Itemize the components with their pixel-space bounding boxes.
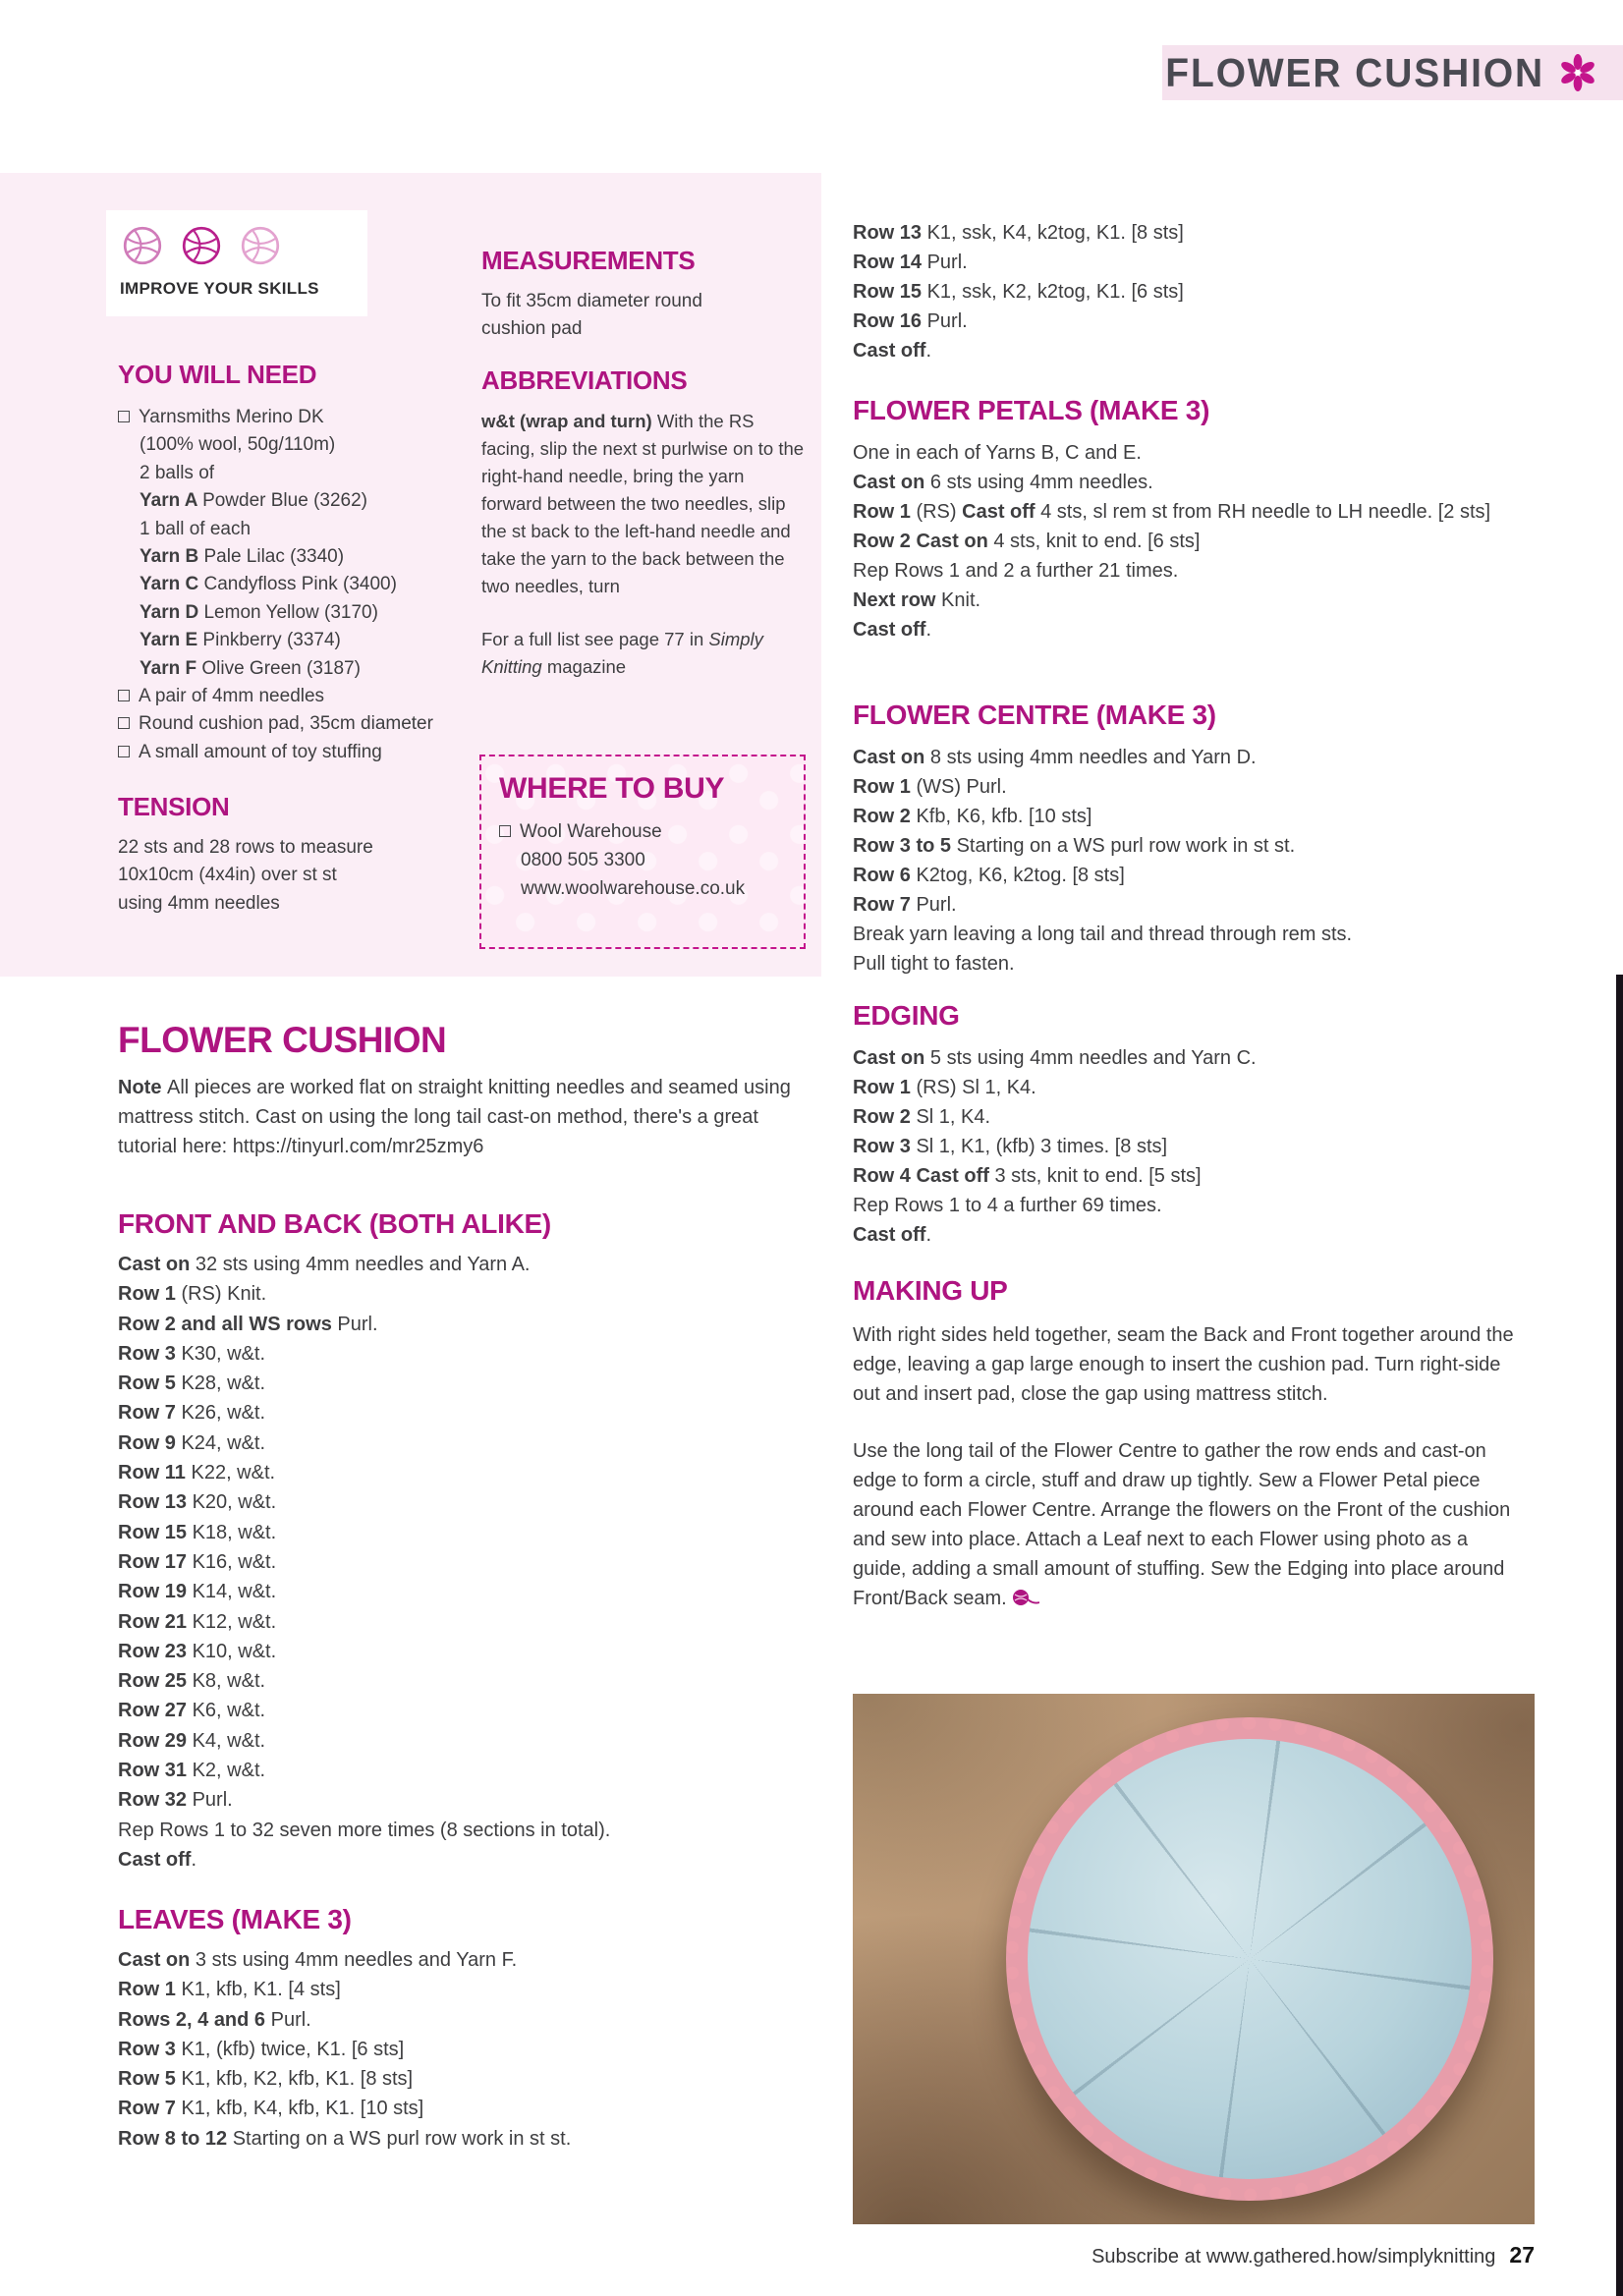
pattern-line: Cast off. xyxy=(853,619,932,641)
front-and-back-lines xyxy=(118,1250,796,1875)
yarn-ball-icon xyxy=(238,223,283,268)
pattern-line: Rep Rows 1 to 4 a further 69 times. xyxy=(853,1195,1162,1216)
page-number: 27 xyxy=(1509,2242,1535,2268)
checkbox-icon xyxy=(499,825,511,837)
checklist-item: A small amount of toy stuffing xyxy=(118,739,468,766)
edging-section xyxy=(853,1000,1525,1250)
checklist-item: 2 balls of xyxy=(140,462,215,483)
pattern-line: Row 29 K4, w&t. xyxy=(118,1729,266,1752)
flower-icon xyxy=(1558,53,1597,92)
pattern-line: Cast off. xyxy=(853,1224,932,1246)
you-will-need-heading: YOU WILL NEED xyxy=(118,360,317,389)
abbreviations-footnote xyxy=(481,626,810,681)
pattern-line: Row 27 K6, w&t. xyxy=(118,1700,266,1722)
you-will-need-section xyxy=(118,360,468,766)
checklist-item: 0800 505 3300 xyxy=(521,850,645,870)
measurements-heading: MEASUREMENTS xyxy=(481,246,696,275)
pattern-line: Row 19 K14, w&t. xyxy=(118,1581,277,1603)
leaves-lines xyxy=(118,1945,796,2154)
cushion-photo xyxy=(853,1694,1535,2224)
measurements-section xyxy=(481,246,727,344)
checklist-item: Yarn D Lemon Yellow (3170) xyxy=(140,601,378,623)
cushion-edging-ring xyxy=(1006,1717,1493,2201)
pattern-line: Row 5 K28, w&t. xyxy=(118,1372,266,1395)
you-will-need-list xyxy=(118,404,468,766)
measurements-text: To fit 35cm diameter round cushion pad xyxy=(481,291,702,340)
pattern-line: Row 13 K1, ssk, K4, k2tog, K1. [8 sts] xyxy=(853,222,1184,244)
leaves-continued-lines xyxy=(853,218,1525,365)
pattern-line: Break yarn leaving a long tail and thread through rem sts. xyxy=(853,924,1353,945)
pattern-line: Row 1 K1, kfb, K1. [4 sts] xyxy=(118,1979,341,2001)
pattern-line: Row 32 Purl. xyxy=(118,1789,233,1812)
making-up-section xyxy=(853,1275,1525,1615)
pattern-line: Row 6 K2tog, K6, k2tog. [8 sts] xyxy=(853,865,1125,886)
checklist-item: Yarn A Powder Blue (3262) xyxy=(140,490,367,512)
checklist-item: Yarn F Olive Green (3187) xyxy=(140,657,361,679)
pattern-line: Row 23 K10, w&t. xyxy=(118,1640,277,1662)
pattern-line: Row 16 Purl. xyxy=(853,310,968,332)
edging-lines xyxy=(853,1043,1525,1250)
yarn-ball-icon-row xyxy=(120,220,354,271)
checkbox-icon xyxy=(118,746,130,757)
pattern-line: Row 2 and all WS rows Purl. xyxy=(118,1313,378,1335)
abbreviations-heading: ABBREVIATIONS xyxy=(481,365,688,395)
pattern-line: Row 3 K30, w&t. xyxy=(118,1342,266,1365)
pattern-line: Row 5 K1, kfb, K2, kfb, K1. [8 sts] xyxy=(118,2068,414,2091)
pattern-line: Row 31 K2, w&t. xyxy=(118,1760,266,1782)
checklist-item: 1 ball of each xyxy=(140,518,252,539)
front-and-back-section xyxy=(118,1208,796,1875)
checklist-item: Round cushion pad, 35cm diameter xyxy=(118,710,468,738)
pattern-line: Row 9 K24, w&t. xyxy=(118,1431,266,1454)
checklist-item: www.woolwarehouse.co.uk xyxy=(521,878,746,899)
cushion-front-circle xyxy=(1028,1739,1472,2179)
pattern-line: Rep Rows 1 and 2 a further 21 times. xyxy=(853,560,1179,582)
pattern-line: Row 2 Sl 1, K4. xyxy=(853,1106,991,1128)
abbreviations-text xyxy=(481,408,810,600)
pattern-line: Row 7 K1, kfb, K4, kfb, K1. [10 sts] xyxy=(118,2098,424,2120)
checklist-item: Yarn B Pale Lilac (3340) xyxy=(140,546,345,568)
pattern-line: Row 7 Purl. xyxy=(853,894,957,916)
pattern-line: Cast off. xyxy=(118,1848,197,1871)
footer-subscribe-text: Subscribe at www.gathered.how/simplyknitting xyxy=(1091,2246,1496,2268)
pattern-line: Row 1 (WS) Purl. xyxy=(853,776,1007,798)
making-up-heading: MAKING UP xyxy=(853,1275,1008,1306)
edging-heading: EDGING xyxy=(853,1000,960,1031)
pattern-line: Row 15 K1, ssk, K2, k2tog, K1. [6 sts] xyxy=(853,281,1184,303)
yarn-ball-icon xyxy=(179,223,224,268)
pattern-line: Cast on 5 sts using 4mm needles and Yarn C. xyxy=(853,1047,1257,1069)
pattern-line: Row 17 K16, w&t. xyxy=(118,1550,277,1573)
pattern-line: w&t (wrap and turn) With the RS facing, slip the next st purlwise on to the right-hand needle, bring the yarn forward between the two needles, slip the st back to the left-hand needle and take the yarn to the back between the two needles, turn xyxy=(481,411,805,596)
pattern-line: Row 3 K1, (kfb) twice, K1. [6 sts] xyxy=(118,2038,405,2060)
checkbox-icon xyxy=(118,411,130,422)
flower-centre-lines xyxy=(853,743,1525,979)
checklist-item: Wool Warehouse xyxy=(499,817,786,846)
pattern-line: Row 3 Sl 1, K1, (kfb) 3 times. [8 sts] xyxy=(853,1136,1168,1157)
paragraph: Use the long tail of the Flower Centre to gather the row ends and cast-on edge to form a circle, stuff and draw up tightly. Sew a Flower Petal piece around each Flower Centre. Arrange the flowers on the Front of the cushion and sew into place. Attach a Leaf next to each Flower using photo as a guide, adding a small amount of stuffing. Sew the Edging into place around Front/Back seam. xyxy=(853,1436,1525,1615)
pattern-line: Row 1 (RS) Sl 1, K4. xyxy=(853,1077,1036,1098)
pattern-line: Pull tight to fasten. xyxy=(853,953,1015,975)
yarn-ball-icon xyxy=(120,223,165,268)
pattern-line: Row 8 to 12 Starting on a WS purl row work in st st. xyxy=(118,2127,572,2150)
flower-centre-section xyxy=(853,700,1525,979)
pattern-line: Cast off. xyxy=(853,340,932,362)
checkbox-icon xyxy=(118,717,130,729)
checkbox-icon xyxy=(118,690,130,701)
yarn-ball-icon xyxy=(1012,1586,1039,1615)
flower-petals-heading: FLOWER PETALS (MAKE 3) xyxy=(853,395,1210,425)
where-to-buy-heading: WHERE TO BUY xyxy=(499,772,725,805)
pattern-line: Row 2 Kfb, K6, kfb. [10 sts] xyxy=(853,806,1092,827)
pattern-line: Row 1 (RS) Cast off 4 sts, sl rem st from RH needle to LH needle. [2 sts] xyxy=(853,501,1491,523)
pattern-line: Rep Rows 1 to 32 seven more times (8 sections in total). xyxy=(118,1819,611,1841)
checklist-item: Yarnsmiths Merino DK xyxy=(118,404,468,431)
pattern-line: Row 15 K18, w&t. xyxy=(118,1521,277,1543)
leaves-heading: LEAVES (MAKE 3) xyxy=(118,1904,352,1934)
flower-petals-section xyxy=(853,395,1525,644)
pattern-line: Row 14 Purl. xyxy=(853,252,968,273)
page-footer xyxy=(1091,2242,1535,2268)
pattern-title: FLOWER CUSHION xyxy=(118,1020,447,1060)
tension-section xyxy=(118,792,381,918)
where-to-buy-box xyxy=(479,755,806,949)
tension-text: 22 sts and 28 rows to measure 10x10cm (4x4in) over st st using 4mm needles xyxy=(118,837,373,914)
improve-your-skills-label: IMPROVE YOUR SKILLS xyxy=(120,279,319,298)
checklist-item: Yarn E Pinkberry (3374) xyxy=(140,630,341,651)
pattern-line: Row 11 K22, w&t. xyxy=(118,1462,276,1484)
pattern-line: Row 4 Cast off 3 sts, knit to end. [5 sts] xyxy=(853,1165,1202,1187)
pattern-note xyxy=(118,1073,796,1161)
page-edge-strip xyxy=(1616,975,1623,2296)
front-and-back-heading: FRONT AND BACK (BOTH ALIKE) xyxy=(118,1208,551,1239)
checklist-item: (100% wool, 50g/110m) xyxy=(140,434,336,456)
tension-heading: TENSION xyxy=(118,792,230,821)
pattern-line: Note All pieces are worked flat on straight knitting needles and seamed using mattress stitch. Cast on using the long tail cast-on method, there's a great tutorial here: https://tinyurl.com/mr25zmy6 xyxy=(118,1077,791,1157)
pattern-line: Row 21 K12, w&t. xyxy=(118,1610,277,1633)
making-up-paragraphs xyxy=(853,1320,1525,1615)
pattern-line: Cast on 8 sts using 4mm needles and Yarn D. xyxy=(853,747,1257,768)
pattern-line: Row 13 K20, w&t. xyxy=(118,1491,277,1514)
pattern-line: Cast on 6 sts using 4mm needles. xyxy=(853,472,1153,493)
checklist-item: Yarn C Candyfloss Pink (3400) xyxy=(140,574,397,595)
pattern-line: Row 25 K8, w&t. xyxy=(118,1670,266,1693)
page-header-band xyxy=(1162,45,1623,100)
pattern-line: Cast on 32 sts using 4mm needles and Yarn A. xyxy=(118,1254,531,1275)
pattern-line: Next row Knit. xyxy=(853,589,981,611)
flower-petals-lines xyxy=(853,438,1525,644)
checklist-item: A pair of 4mm needles xyxy=(118,683,468,710)
pattern-line: Row 2 Cast on 4 sts, knit to end. [6 sts] xyxy=(853,531,1201,552)
pattern-line: Row 1 (RS) Knit. xyxy=(118,1283,267,1306)
leaves-section xyxy=(118,1904,796,2154)
flower-centre-heading: FLOWER CENTRE (MAKE 3) xyxy=(853,700,1216,730)
pattern-line: For a full list see page 77 in Simply Knitting magazine xyxy=(481,629,763,677)
where-to-buy-list xyxy=(499,817,786,903)
improve-your-skills-badge xyxy=(106,210,367,316)
pattern-line: One in each of Yarns B, C and E. xyxy=(853,442,1142,464)
pattern-line: Cast on 3 sts using 4mm needles and Yarn F. xyxy=(118,1949,518,1971)
abbreviations-section xyxy=(481,365,810,681)
pattern-line: Rows 2, 4 and 6 Purl. xyxy=(118,2008,311,2031)
pattern-line: Row 3 to 5 Starting on a WS purl row work in st st. xyxy=(853,835,1296,857)
page-title: FLOWER CUSHION xyxy=(1165,49,1544,95)
pattern-line: Row 7 K26, w&t. xyxy=(118,1402,266,1425)
paragraph: With right sides held together, seam the Back and Front together around the edge, leaving a gap large enough to insert the cushion pad. Turn right-side out and insert pad, close the gap using mattress stitch. xyxy=(853,1324,1514,1405)
